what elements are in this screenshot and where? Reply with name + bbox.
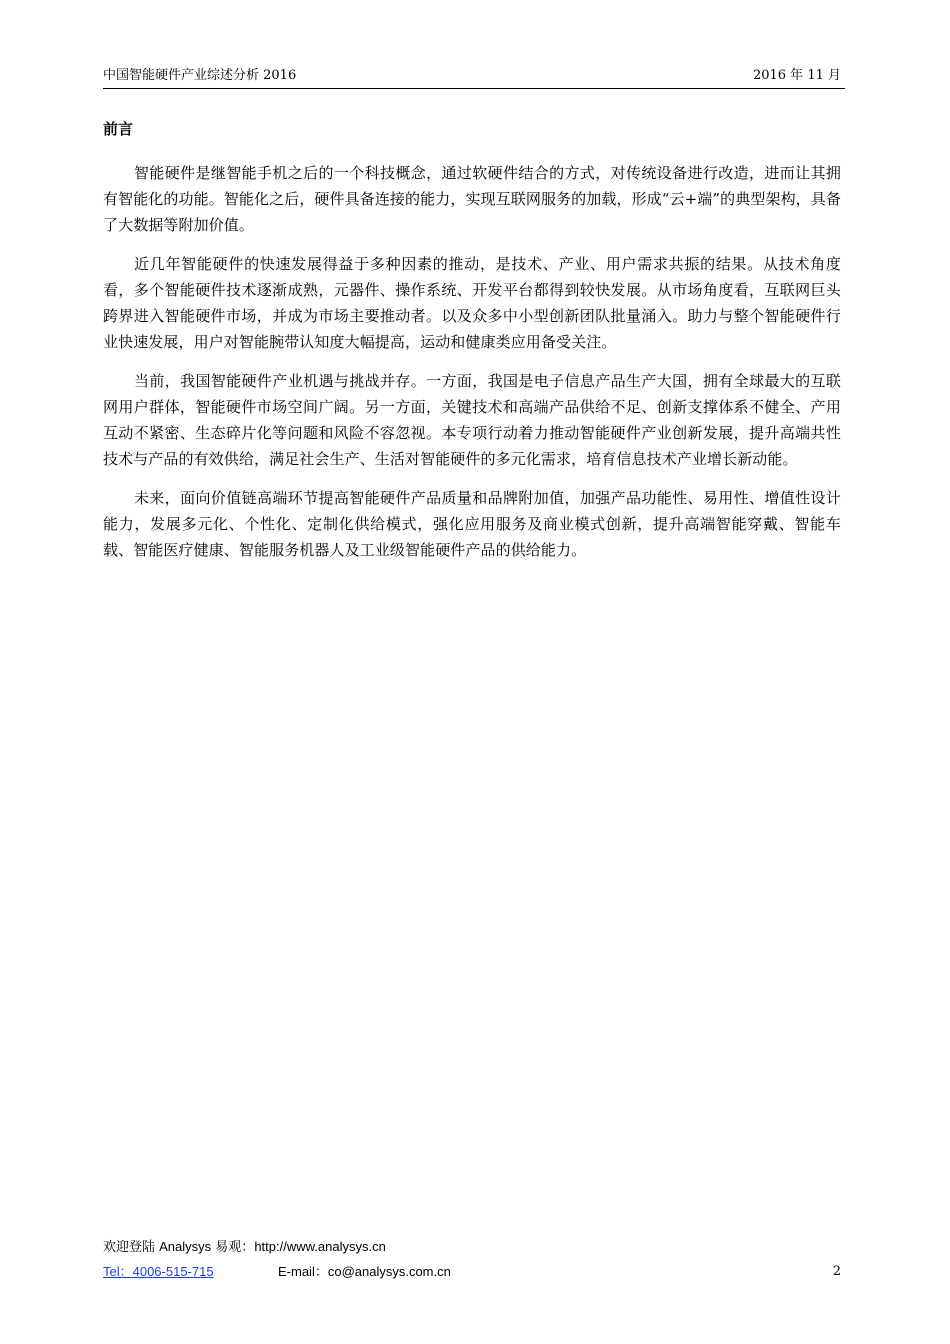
footer-tel-link[interactable]: Tel：4006-515-715 [103, 1264, 214, 1279]
header-date: 2016 年 11 月 [752, 68, 841, 83]
footer-website-link[interactable]: http://www.analysys.cn [254, 1239, 386, 1254]
footer-email[interactable]: E-mail：co@analysys.com.cn [278, 1264, 451, 1279]
footer-brand: Analysys [159, 1239, 212, 1254]
body-content [103, 160, 841, 576]
page-number: 2 [832, 1264, 841, 1279]
header-document-title: 中国智能硬件产业综述分析 2016 [103, 68, 297, 83]
footer-contact-line [103, 1261, 451, 1283]
paragraph-4: 未来，面向价值链高端环节提高智能硬件产品质量和品牌附加值，加强产品功能性、易用性、增值性设计能力，发展多元化、个性化、定制化供给模式，强化应用服务及商业模式创新，提升高端智能穿戴、智能车载、智能医疗健康、智能服务机器人及工业级智能硬件产品的供给能力。 [103, 489, 841, 559]
paragraph-2: 近几年智能硬件的快速发展得益于多种因素的推动，是技术、产业、用户需求共振的结果。从技术角度看，多个智能硬件技术逐渐成熟，元器件、操作系统、开发平台都得到较快发展。从市场角度看，互联网巨头跨界进入智能硬件市场，并成为市场主要推动者。以及众多中小型创新团队批量涌入。助力与整个智能硬件行业快速发展，用户对智能腕带认知度大幅提高，运动和健康类应用备受关注。 [103, 255, 841, 351]
footer-welcome-prefix: 欢迎登陆 [103, 1240, 160, 1255]
footer-welcome-line [103, 1236, 386, 1259]
section-title: 前言 [103, 120, 134, 138]
page-header [103, 66, 845, 89]
paragraph-3: 当前，我国智能硬件产业机遇与挑战并存。一方面，我国是电子信息产品生产大国，拥有全球最大的互联网用户群体，智能硬件市场空间广阔。另一方面，关键技术和高端产品供给不足、创新支撑体系不健全、产用互动不紧密、生态碎片化等问题和风险不容忽视。本专项行动着力推动智能硬件产业创新发展，提升高端共性技术与产品的有效供给，满足社会生产、生活对智能硬件的多元化需求，培育信息技术产业增长新动能。 [103, 372, 841, 468]
paragraph-1: 智能硬件是继智能手机之后的一个科技概念，通过软硬件结合的方式，对传统设备进行改造，进而让其拥有智能化的功能。智能化之后，硬件具备连接的能力，实现互联网服务的加载，形成“云+端”的典型架构，具备了大数据等附加价值。 [103, 164, 841, 234]
footer-brand-cn: 易观： [211, 1240, 255, 1255]
